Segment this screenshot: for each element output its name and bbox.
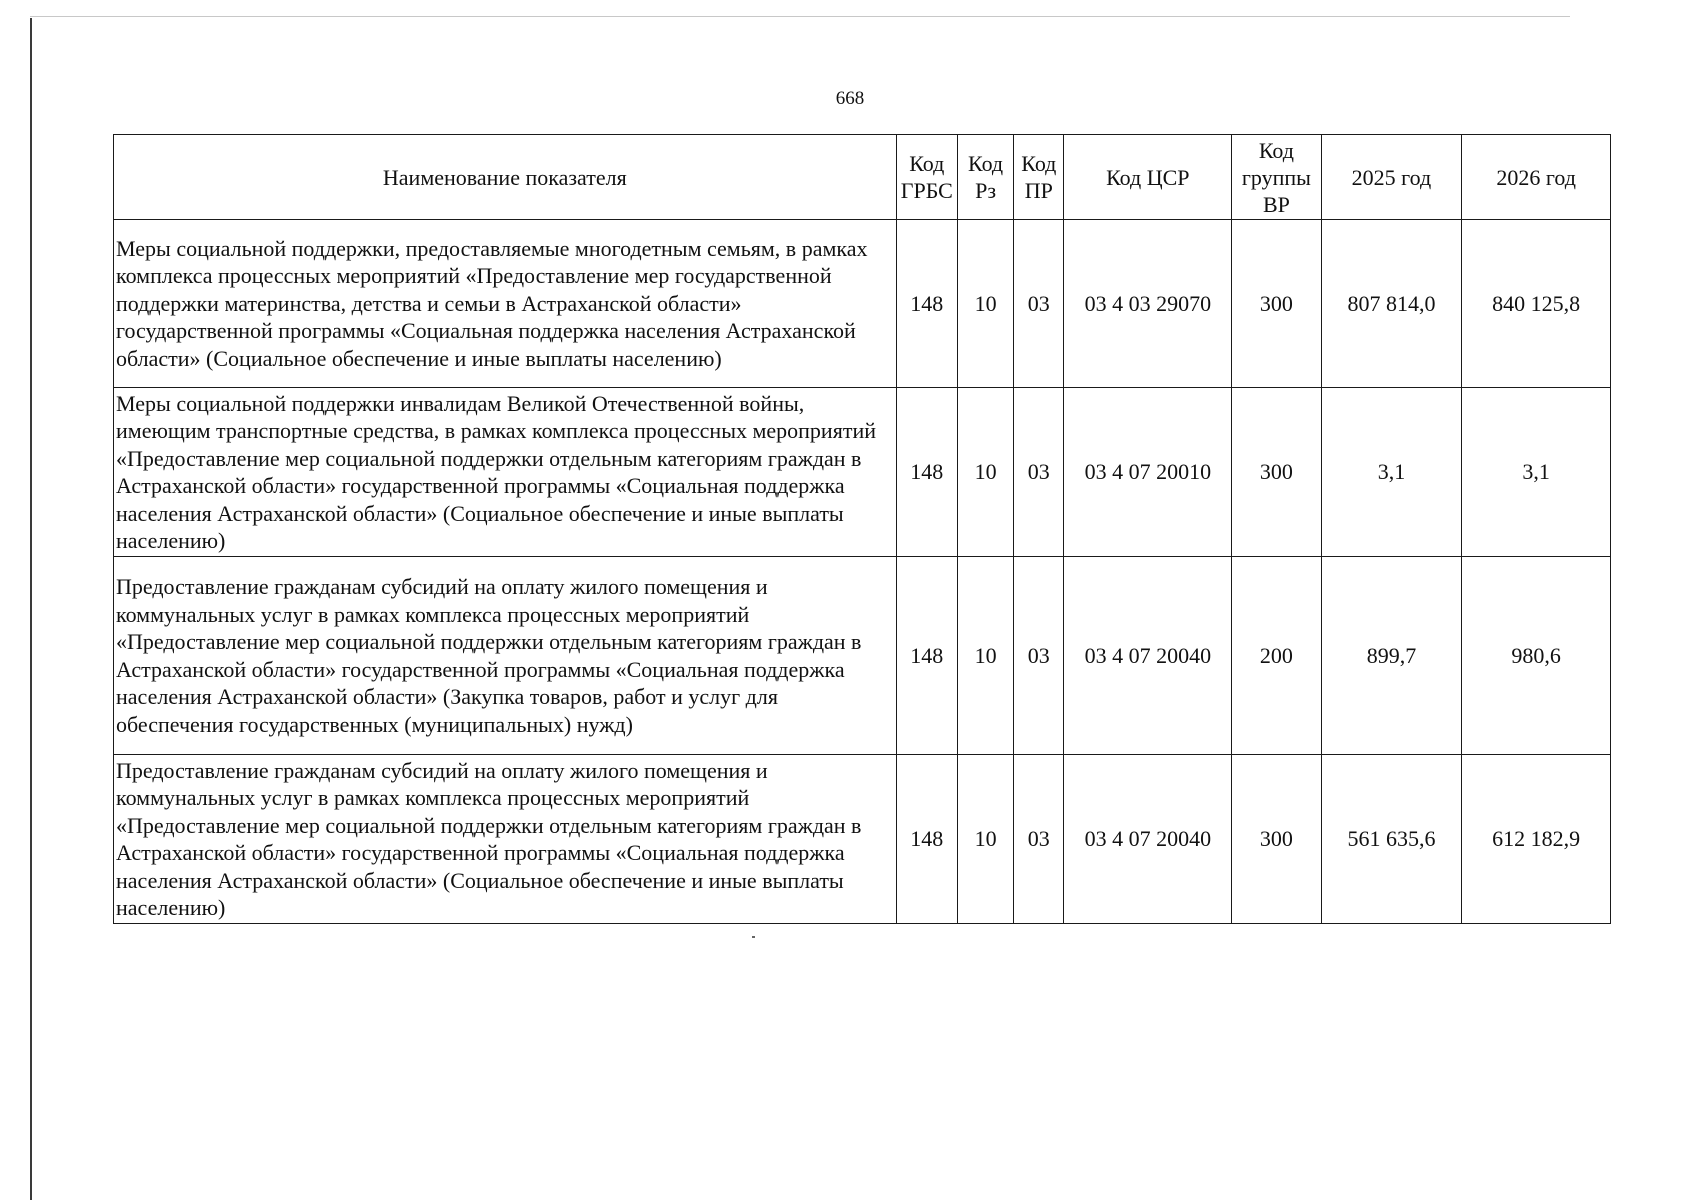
budget-table (113, 134, 1611, 924)
header-row (114, 135, 1611, 220)
cell-rz: 10 (957, 388, 1013, 557)
cell-2025: 561 635,6 (1321, 755, 1462, 924)
header-grbs (896, 135, 957, 220)
cell-vr: 300 (1232, 220, 1321, 388)
cell-2026: 612 182,9 (1462, 755, 1611, 924)
cell-name: Предоставление гражданам субсидий на оплату жилого помещения и коммунальных услуг в рамках комплекса процессных мероприятий «Предоставление мер социальной поддержки отдельным категориям граждан в Астраханской области» государственной программы «Социальная поддержка населения Астраханской области» (Социальное обеспечение и иные выплаты населению) (114, 755, 897, 924)
cell-name: Предоставление гражданам субсидий на оплату жилого помещения и коммунальных услуг в рамках комплекса процессных мероприятий «Предоставление мер социальной поддержки отдельным категориям граждан в Астраханской области» государственной программы «Социальная поддержка населения Астраханской области» (Закупка товаров, работ и услуг для обеспечения государственных (муниципальных) нужд) (114, 557, 897, 755)
header-2026: 2026 год (1462, 135, 1611, 220)
cell-rz: 10 (957, 220, 1013, 388)
cell-2025: 807 814,0 (1321, 220, 1462, 388)
header-vr-line-1: Код (1258, 137, 1294, 163)
cell-csr: 03 4 07 20010 (1064, 388, 1232, 557)
table-row (114, 755, 1611, 924)
header-csr: Код ЦСР (1064, 135, 1232, 220)
table-row (114, 388, 1611, 557)
header-rz (957, 135, 1013, 220)
scan-edge-top (30, 16, 1570, 17)
cell-csr: 03 4 07 20040 (1064, 755, 1232, 924)
cell-pr: 03 (1014, 557, 1064, 755)
cell-rz: 10 (957, 557, 1013, 755)
cell-grbs: 148 (896, 557, 957, 755)
header-grbs-line-2: ГРБС (900, 178, 953, 203)
cell-pr: 03 (1014, 755, 1064, 924)
cell-name: Меры социальной поддержки инвалидам Великой Отечественной войны, имеющим транспортные средства, в рамках комплекса процессных мероприятий «Предоставление мер социальной поддержки отдельным категориям граждан в Астраханской области» государственной программы «Социальная поддержка населения Астраханской области» (Социальное обеспечение и иные выплаты населению) (114, 388, 897, 557)
page-number: 668 (835, 88, 865, 109)
cell-name: Меры социальной поддержки, предоставляемые многодетным семьям, в рамках комплекса процессных мероприятий «Предоставление мер государственной поддержки материнства, детства и семьи в Астраханской области» государственной программы «Социальная поддержка населения Астраханской области» (Социальное обеспечение и иные выплаты населению) (114, 220, 897, 388)
cell-pr: 03 (1014, 220, 1064, 388)
cell-grbs: 148 (896, 755, 957, 924)
header-vr-line-3: ВР (1262, 191, 1290, 217)
table-row (114, 557, 1611, 755)
cell-csr: 03 4 03 29070 (1064, 220, 1232, 388)
scan-speck (752, 936, 755, 938)
cell-pr: 03 (1014, 388, 1064, 557)
header-vr (1232, 135, 1321, 220)
header-name: Наименование показателя (114, 135, 897, 220)
header-grbs-line-1: Код (909, 151, 945, 176)
scan-edge-left (30, 18, 32, 1200)
header-pr (1014, 135, 1064, 220)
cell-csr: 03 4 07 20040 (1064, 557, 1232, 755)
cell-2025: 899,7 (1321, 557, 1462, 755)
header-vr-line-2: группы (1241, 164, 1311, 190)
header-rz-line-1: Код (967, 151, 1004, 176)
cell-rz: 10 (957, 755, 1013, 924)
header-pr-line-1: Код (1021, 151, 1057, 176)
cell-2026: 980,6 (1462, 557, 1611, 755)
cell-grbs: 148 (896, 220, 957, 388)
cell-2026: 3,1 (1462, 388, 1611, 557)
header-rz-line-2: Рз (975, 178, 997, 203)
cell-2026: 840 125,8 (1462, 220, 1611, 388)
cell-2025: 3,1 (1321, 388, 1462, 557)
table-row (114, 220, 1611, 388)
cell-grbs: 148 (896, 388, 957, 557)
cell-vr: 200 (1232, 557, 1321, 755)
cell-vr: 300 (1232, 755, 1321, 924)
header-pr-line-2: ПР (1024, 178, 1053, 203)
header-2025: 2025 год (1321, 135, 1462, 220)
cell-vr: 300 (1232, 388, 1321, 557)
